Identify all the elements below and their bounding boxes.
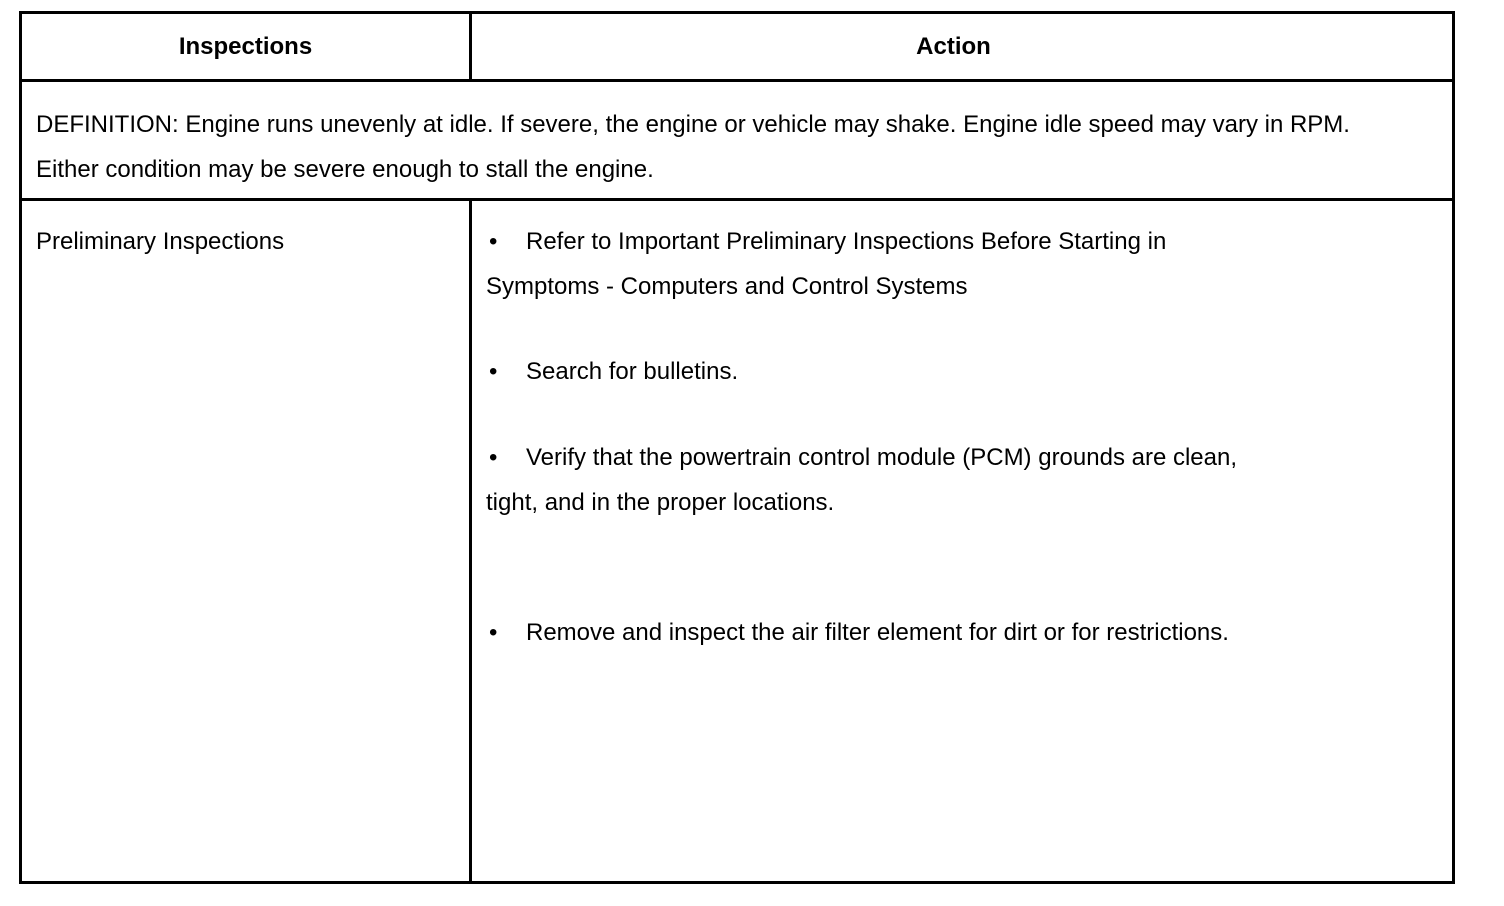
definition-divider: [22, 198, 1455, 201]
action-text: Refer to Important Preliminary Inspections Before Starting in Symptoms - Computers and Control Systems: [486, 228, 1167, 300]
bullet: •: [489, 619, 498, 646]
inspection-label: Preliminary Inspections: [36, 228, 285, 255]
body-column-divider: [469, 198, 472, 881]
action-text: Verify that the powertrain control module (PCM) grounds are clean, tight, and in the proper locations.: [486, 444, 1238, 516]
action-text: Remove and inspect the air filter element for dirt or for restrictions.: [526, 619, 1229, 646]
action-text: Search for bulletins.: [526, 358, 739, 385]
header-divider: [22, 79, 1455, 82]
column-header-action: Action: [916, 33, 991, 60]
definition-text: DEFINITION: Engine runs unevenly at idle. If severe, the engine or vehicle may shake. Engine idle speed may vary in RPM. Either condition may be severe enough to stall the engine.: [36, 111, 1350, 183]
action-item: [486, 435, 1286, 525]
bullet: •: [489, 228, 498, 255]
column-header-inspections: Inspections: [178, 33, 313, 60]
action-item: [486, 610, 1286, 655]
bullet: •: [489, 444, 498, 471]
action-item: [486, 349, 1286, 394]
bullet: •: [489, 358, 498, 385]
action-item: [486, 219, 1286, 309]
diagnostic-table: [19, 11, 1455, 884]
